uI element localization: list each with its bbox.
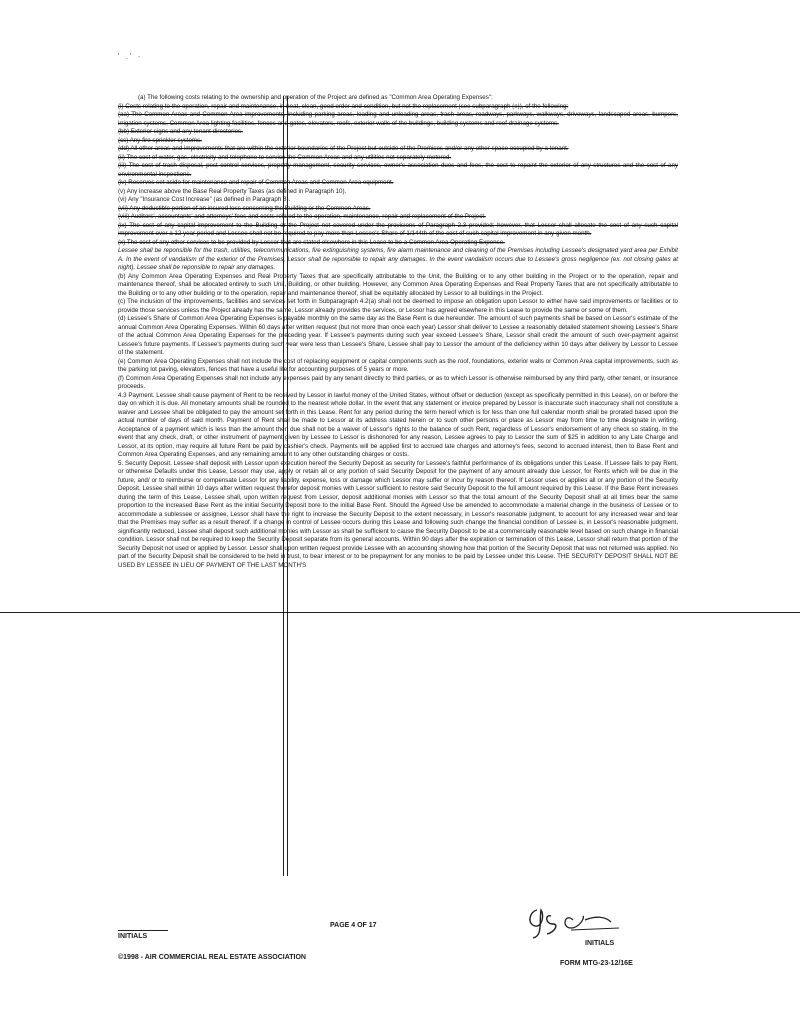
paragraph: (aa) The Common Areas and Common Area improvements, including parking areas, loading and unloading areas, trash areas, roadways, parkways, walkways, driveways, landscaped areas, bumpers, irrigation systems, Common Area lighting facilities, fences and gates, elevators, roofs, exterior walls of the buildings, building systems and roof drainage systems.: [118, 111, 678, 127]
initials-right-label: INITIALS: [585, 940, 615, 947]
paragraph: (v) Any increase above the Base Real Property Taxes (as defined in Paragraph 10).: [118, 187, 347, 195]
paragraph: (a) The following costs relating to the ownership and operation of the Project are defined as "Common Area Operating Expenses":: [138, 94, 493, 101]
paragraph: (ix) The cost of any capital improvement to the Building or the Project not covered under the provisions of Paragraph 2.3 provided; however, that Lessor shall allocate the cost of any such capital improvement over a 12 year period and Lessee shall not be required to pay more than Lessee's Share of 1/144th of the cost of such capital improvement in any given month.: [118, 221, 678, 237]
paragraph: (viii) Auditors', accountants' and attorneys' fees and costs related to the operation, maintenance, repair and replacement of the Project.: [118, 213, 486, 220]
copyright-notice: ©1998 - AIR COMMERCIAL REAL ESTATE ASSOCIATION: [118, 954, 306, 961]
paragraph: (cc) Any fire sprinkler systems.: [118, 136, 202, 144]
paragraph: (iv) Reserves set aside for maintenance and repair of Common Areas and Common Area equipment.: [118, 179, 394, 186]
document-body: [118, 94, 678, 570]
initials-line: [118, 930, 168, 931]
paragraph: (d) Lessee's Share of Common Area Operating Expenses is payable monthly on the same day as the Base Rent is due hereunder. The amount of such payments shall be based on Lessor's estimate of the annual Common Area Operating Expenses. Within 60 days after written request (but not more than once each year) Lessor shall deliver to Lessee a reasonably detailed statement showing Lessee's Share of the actual Common Area Operating Expenses for the preceding year. If Lessee's payments during such year exceed Lessee's Share, Lessor shall credit the amount of such over-payment against Lessee's future payments. If Lessee's payments during such year were less than Lessee's Share, Lessee shall pay to Lessor the amount of the deficiency within 10 days after delivery by Lessor to Lessee of the statement.: [118, 315, 678, 356]
page-number: PAGE 4 OF 17: [330, 922, 377, 929]
initials-left-label: INITIALS: [118, 933, 148, 940]
paragraph: 4.3 Payment. Lessee shall cause payment of Rent to be received by Lessor in lawful money of the United States, without offset or deduction (except as specifically permitted in this Lease), on or before the day on which it is due. All monetary amounts shall be rounded to the nearest whole dollar. In the event that any statement or invoice prepared by Lessor is inaccurate such inaccuracy shall not constitute a waiver and Lessee shall be obligated to pay the amount set forth in this Lease. Rent for any period during the term hereof which is for less than one full calendar month shall be prorated based upon the actual number of days of said month. Payment of Rent shall be made to Lessor at its address stated herein or to such other persons or place as Lessor may from time to time designate in writing. Acceptance of a payment which is less than the amount then due shall not be a waiver of Lessor's rights to the balance of such Rent, regardless of Lessor's endorsement of any check so stating. In the event that any check, draft, or other instrument of payment given by Lessee to Lessor is dishonored for any reason, Lessee agrees to pay to Lessor the sum of $25 in addition to any Late Charge and Lessor, at its option, may require all future Rent be paid by cashier's check. Payments will be applied first to accrued late charges and attorney's fees, second to accrued interest, then to Base Rent and Common Area Operating Expenses, and any remaining amount to any other outstanding charges or costs.: [118, 391, 678, 458]
signature-initials: [525, 902, 645, 942]
paragraph: (bb) Exterior signs and any tenant directories.: [118, 128, 243, 135]
paragraph: (vii) Any deductible portion of an insured loss concerning the Building or the Common Areas.: [118, 204, 371, 212]
paragraph: (iii) The cost of trash disposal, pest control services, property management, security services, owner's association dues and fees, the cost to repaint the exterior of any structures and the cost of any environmental inspections.: [118, 162, 678, 178]
paragraph: (dd) All other areas and improvements that are within the exterior boundaries of the Project but outside of the Premises and/or any other space occupied by a tenant.: [118, 145, 569, 152]
paragraph: (vi) Any "Insurance Cost Increase" (as defined in Paragraph 8).: [118, 196, 291, 203]
paragraph: (ii) The cost of water, gas, electricity and telephone to service the Common Areas and any utilities not separately metered.: [118, 153, 452, 161]
paragraph: Lessee shall be reponsible for the trash, utilities, telecommunications, fire extinguishing systems, fire alarm maintenance and cleaning of the Premises including Lessee's designated yard area per Exhibit A. In the event of vandalism of the exterior of the Premises, Lessor shall be reponsible to repair any damages. In the event vandalism occurs due to Lessee's gross negligence (ex. not closing gates at night), Lessee shall be reponsible to repair any damages.: [118, 247, 678, 271]
paragraph: (x) The cost of any other services to be provided by Lessor that are stated elsewhere in this Lease to be a Common Area Operating Expense.: [118, 238, 505, 246]
scan-marks: ' .' ·: [118, 52, 143, 61]
initials-left: [118, 930, 168, 940]
scan-horizontal-line: [0, 612, 800, 613]
paragraph: 5. Security Deposit. Lessee shall deposit with Lessor upon execution hereof the Security Deposit as security for Lessee's faithful performance of its obligations under this Lease. If Lessee fails to pay Rent, or otherwise Defaults under this Lease, Lessor may use, apply or retain all or any portion of said Security Deposit for the payment of any amount already due Lessor, for Rents which will be due in the future, and/ or to reimburse or compensate Lessor for any liability, expense, loss or damage which Lessor may suffer or incur by reason thereof. If Lessor uses or applies all or any portion of the Security Deposit, Lessee shall within 10 days after written request therefor deposit monies with Lessor sufficient to restore said Security Deposit to the full amount required by this Lease. If the Base Rent increases during the term of this Lease, Lessee shall, upon written request from Lessor, deposit additional monies with Lessor so that the total amount of the Security Deposit shall at all times bear the same proportion to the increased Base Rent as the initial Security Deposit bore to the initial Base Rent. Should the Agreed Use be amended to accommodate a material change in the business of Lessee or to accommodate a sublessee or assignee, Lessor shall have the right to increase the Security Deposit to the extent necessary, in Lessor's reasonable judgment, to account for any increased wear and tear that the Premises may suffer as a result thereof. If a change in control of Lessee occurs during this Lease and following such change the financial condition of Lessee is, in Lessor's reasonable judgment, significantly reduced, Lessee shall deposit such additional monies with Lessor as shall be sufficient to cause the Security Deposit to be at a commercially reasonable level based on such change in financial condition. Lessor shall not be required to keep the Security Deposit separate from its general accounts. Within 90 days after the expiration or termination of this Lease, Lessor shall return that portion of the Security Deposit not used or applied by Lessor. Lessor shall upon written request provide Lessee with an accounting showing how that portion of the Security Deposit that was not returned was applied. No part of the Security Deposit shall be considered to be held in trust, to bear interest or to be prepayment for any monies to be paid by Lessee under this Lease. THE SECURITY DEPOSIT SHALL NOT BE USED BY LESSEE IN LIEU OF PAYMENT OF THE LAST MONTH'S: [118, 459, 678, 569]
paragraph: (f) Common Area Operating Expenses shall not include any expenses paid by any tenant directly to third parties, or as to which Lessor is otherwise reimbursed by any third party, other tenant, or insurance proceeds.: [118, 374, 678, 390]
paragraph: (e) Common Area Operating Expenses shall not include the cost of replacing equipment or capital components such as the roof, foundations, exterior walls or Common Area capital improvements, such as the parking lot paving, elevators, fences that have a useful life for accounting purposes of 5 years or more.: [118, 357, 678, 373]
paragraph: (b) Any Common Area Operating Expenses and Real Property Taxes that are specifically attributable to the Unit, the Building or to any other building in the Project or to the operation, repair and maintenance thereof, shall be allocated entirely to such Unit, Building, or other building. However, any Common Area Operating Expenses and Real Property Taxes that are not specifically attributable to the Building or to any other building or to the operation, repair and maintenance thereof, shall be equitably allocated by Lessor to all buildings in the Project.: [118, 272, 678, 297]
paragraph: (i) Costs relating to the operation, repair and maintenance, in neat, clean, good order and condition, but not the replacement (see subparagraph (e)), of the following:: [118, 102, 569, 110]
form-number: FORM MTG-23-12/16E: [560, 960, 633, 967]
paragraph: (c) The inclusion of the improvements, facilities and services set forth in Subparagraph 4.2(a) shall not be deemed to impose an obligation upon Lessor to either have said improvements or facilities or to provide those services unless the Project already has the same, Lessor already provides the services, or Lessor has agreed elsewhere in this Lease to provide the same or some of them.: [118, 298, 678, 314]
